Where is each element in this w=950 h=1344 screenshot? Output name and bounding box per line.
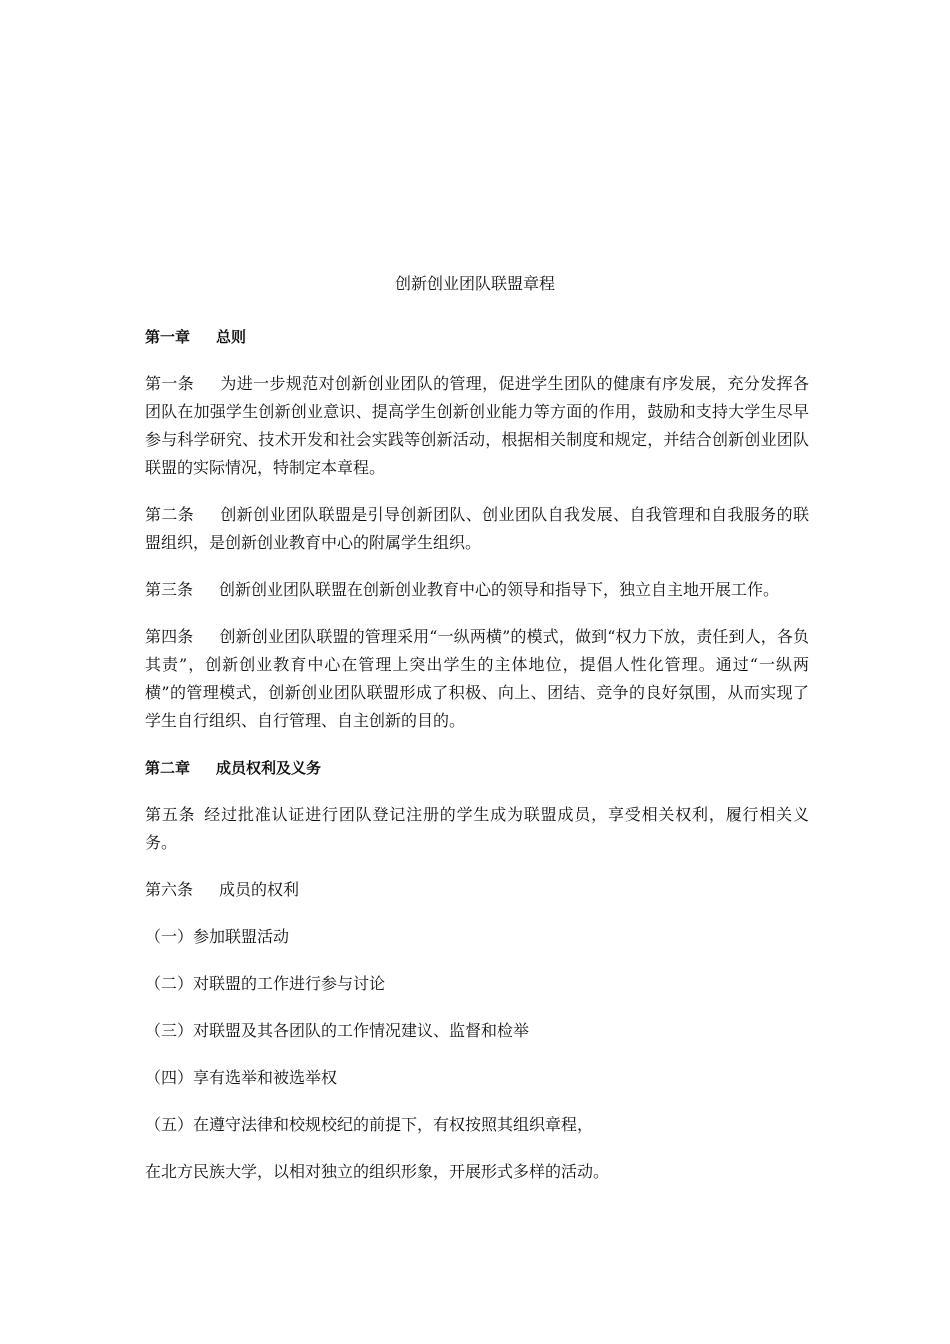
article-4 bbox=[145, 623, 809, 735]
list-item: （一）参加联盟活动 bbox=[145, 927, 290, 946]
list-item: （四）享有选举和被选举权 bbox=[145, 1068, 338, 1087]
list-item: （三）对联盟及其各团队的工作情况建议、监督和检举 bbox=[145, 1021, 530, 1040]
article-text: 创新创业团队联盟在创新创业教育中心的领导和指导下，独立自主地开展工作。 bbox=[219, 580, 780, 599]
article-text: 为进一步规范对创新创业团队的管理，促进学生团队的健康有序发展，充分发挥各团队在加强学生创新创业意识、提高学生创新创业能力等方面的作用，鼓励和支持大学生尽早参与科学研究、技术开发和社会实践等创新活动，根据相关制度和规定，并结合创新创业团队联盟的实际情况，特制定本章程。 bbox=[145, 374, 809, 477]
article-text: 经过批准认证进行团队登记注册的学生成为联盟成员，享受相关权利，履行相关义务。 bbox=[145, 805, 809, 852]
list-item: （二）对联盟的工作进行参与讨论 bbox=[145, 974, 386, 993]
article-5 bbox=[145, 801, 809, 857]
chapter-heading-2 bbox=[145, 754, 809, 782]
article-text: 创新创业团队联盟的管理采用“一纵两横”的模式，做到“权力下放，责任到人，各负其责”，创新创业教育中心在管理上突出学生的主体地位，提倡人性化管理。通过“一纵两横”的管理模式，创新创业团队联盟形成了积极、向上、团结、竞争的良好氛围，从而实现了学生自行组织、自行管理、自主创新的目的。 bbox=[145, 627, 809, 730]
chapter-name: 成员权利及义务 bbox=[216, 759, 322, 777]
article-number: 第五条 bbox=[145, 805, 196, 824]
article-1 bbox=[145, 370, 809, 482]
chapter-number: 第二章 bbox=[145, 759, 191, 777]
closing-paragraph: 在北方民族大学，以相对独立的组织形象，开展形式多样的活动。 bbox=[145, 1162, 610, 1181]
article-number: 第一条 bbox=[145, 374, 195, 393]
document-body bbox=[145, 323, 809, 1205]
article-2 bbox=[145, 501, 809, 557]
chapter-heading-1 bbox=[145, 323, 809, 351]
list-item: （五）在遵守法律和校规校纪的前提下，有权按照其组织章程， bbox=[145, 1115, 594, 1134]
chapter-number: 第一章 bbox=[145, 328, 191, 346]
article-text: 成员的权利 bbox=[219, 880, 300, 899]
chapter-name: 总则 bbox=[216, 328, 247, 346]
article-number: 第二条 bbox=[145, 505, 195, 524]
article-number: 第三条 bbox=[145, 580, 194, 599]
document-title: 创新创业团队联盟章程 bbox=[394, 274, 555, 293]
article-number: 第六条 bbox=[145, 880, 194, 899]
article-number: 第四条 bbox=[145, 627, 194, 646]
article-text: 创新创业团队联盟是引导创新团队、创业团队自我发展、自我管理和自我服务的联盟组织，是创新创业教育中心的附属学生组织。 bbox=[145, 505, 809, 552]
article-6 bbox=[145, 876, 809, 904]
article-3 bbox=[145, 576, 809, 604]
